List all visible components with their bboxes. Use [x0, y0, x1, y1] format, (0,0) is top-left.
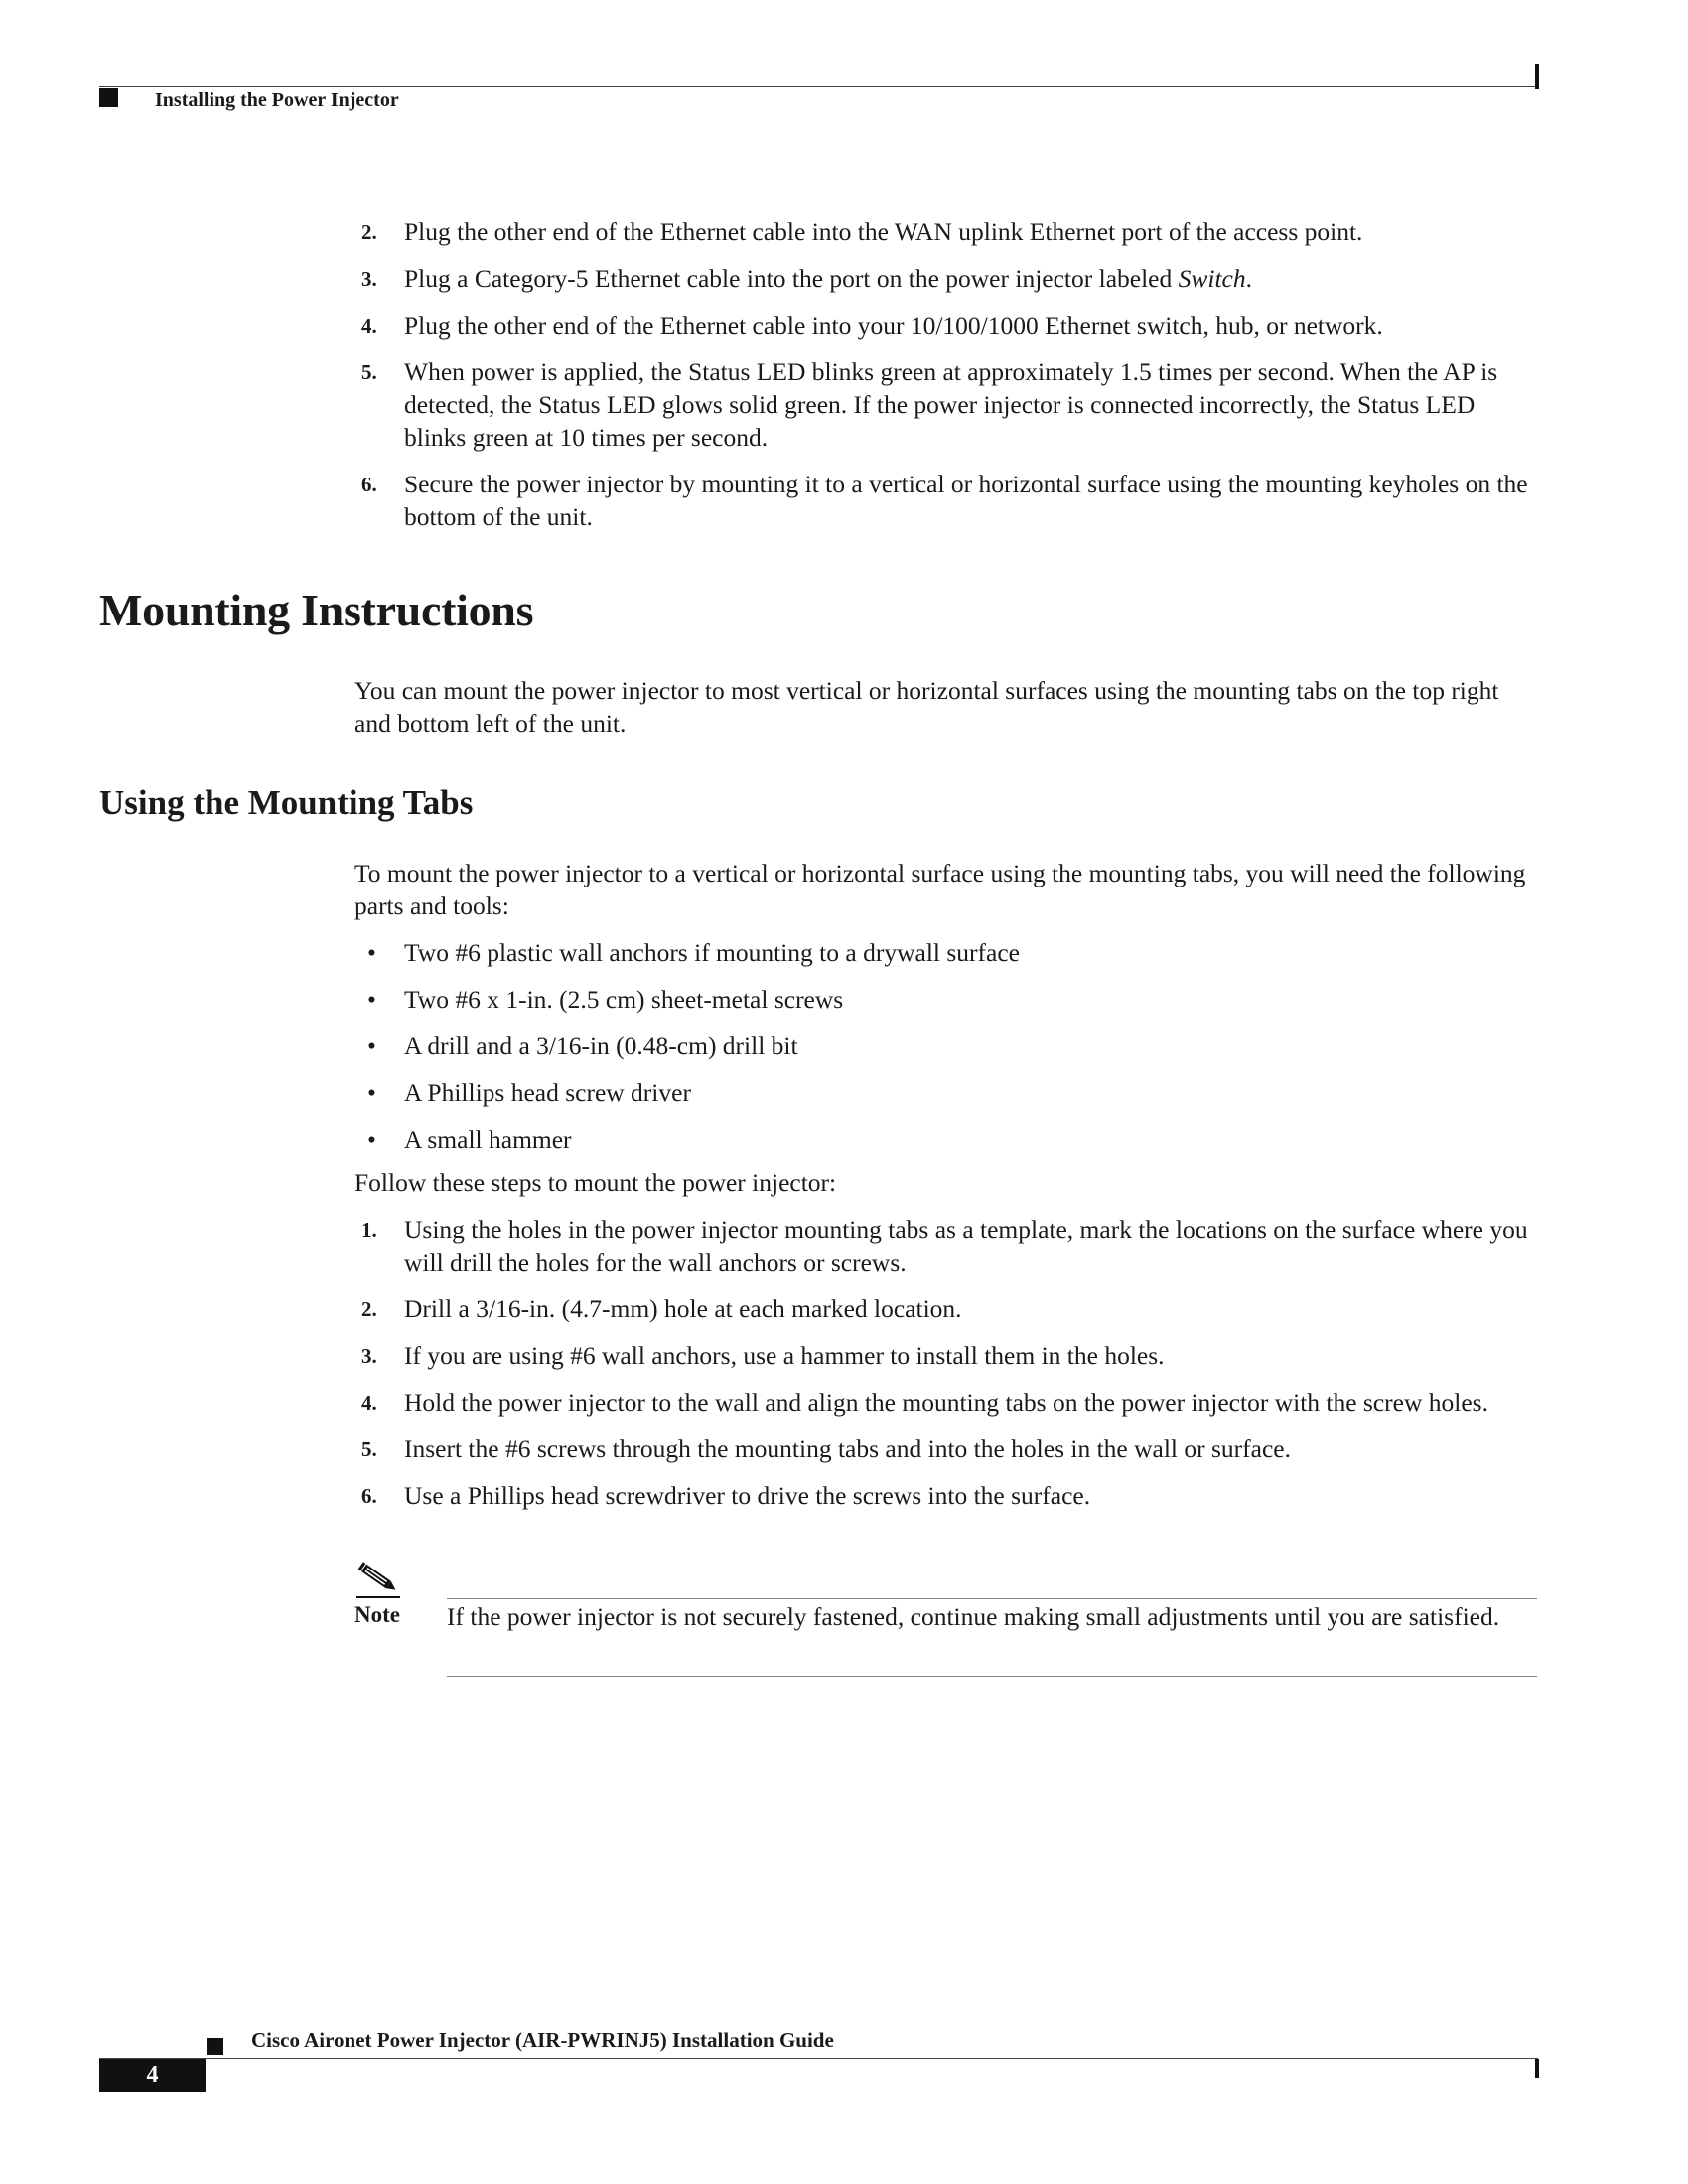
step-text: If you are using #6 wall anchors, use a hammer to install them in the holes.	[404, 1341, 1165, 1370]
step-text: Use a Phillips head screwdriver to drive the screws into the surface.	[404, 1481, 1091, 1510]
footer-tick-mark	[1535, 2059, 1539, 2078]
step-number: 3.	[361, 267, 377, 291]
step-number: 5.	[361, 360, 377, 384]
step-text: Plug a Category-5 Ethernet cable into the port on the power injector labeled	[404, 264, 1179, 293]
list-item	[354, 1339, 1541, 1372]
note-rule-top	[447, 1598, 1537, 1599]
switch-port-label: Switch	[1178, 264, 1246, 293]
bullet-marker: •	[367, 985, 376, 1014]
list-item	[354, 936, 1541, 969]
footer-rule	[99, 2058, 1538, 2059]
list-item	[354, 983, 1541, 1016]
step-number: 4.	[361, 314, 377, 338]
list-item	[354, 1076, 1541, 1109]
list-item	[354, 1123, 1541, 1156]
note-rule-bottom	[447, 1676, 1537, 1677]
step-number: 6.	[361, 473, 377, 496]
running-header-title: Installing the Power Injector	[155, 89, 399, 111]
list-item	[354, 1213, 1541, 1279]
step-number: 5.	[361, 1437, 377, 1461]
list-item	[354, 309, 1541, 341]
steps-intro-paragraph: Follow these steps to mount the power injector:	[354, 1168, 837, 1197]
list-item	[354, 215, 1541, 248]
step-text: Hold the power injector to the wall and align the mounting tabs on the power injector with the screw holes.	[404, 1388, 1488, 1417]
mounting-intro-paragraph: You can mount the power injector to most vertical or horizontal surfaces using the mounting tabs on the top right and bottom left of the unit.	[354, 676, 1499, 738]
bullet-marker: •	[367, 1031, 376, 1060]
step-text: Plug the other end of the Ethernet cable into the WAN uplink Ethernet port of the access point.	[404, 217, 1363, 246]
bullet-marker: •	[367, 1125, 376, 1154]
part-text: A Phillips head screw driver	[404, 1078, 691, 1107]
step-text: Insert the #6 screws through the mounting tabs and into the holes in the wall or surface.	[404, 1434, 1291, 1463]
step-text-end: .	[1245, 264, 1252, 293]
step-text: Drill a 3/16-in. (4.7-mm) hole at each marked location.	[404, 1295, 962, 1323]
list-item	[354, 1479, 1541, 1512]
note-text: If the power injector is not securely fastened, continue making small adjustments until you are satisfied.	[447, 1602, 1500, 1631]
step-number: 4.	[361, 1391, 377, 1415]
list-item	[354, 262, 1541, 295]
step-number: 1.	[361, 1218, 377, 1242]
pencil-icon	[354, 1561, 402, 1605]
part-text: A small hammer	[404, 1125, 572, 1154]
bullet-marker: •	[367, 938, 376, 967]
footer-guide-title: Cisco Aironet Power Injector (AIR-PWRINJ5) Installation Guide	[251, 2028, 834, 2052]
page-number: 4	[99, 2059, 206, 2092]
step-text: Secure the power injector by mounting it to a vertical or horizontal surface using the mounting keyholes on the bottom of the unit.	[404, 470, 1528, 531]
step-text: When power is applied, the Status LED blinks green at approximately 1.5 times per second. When the AP is detected, the Status LED glows solid green. If the power injector is connected incorrectly, the Status LED blinks green at 10 times per second.	[404, 357, 1498, 452]
header-tick-mark	[1535, 64, 1539, 89]
step-number: 3.	[361, 1344, 377, 1368]
part-text: Two #6 x 1-in. (2.5 cm) sheet-metal screws	[404, 985, 844, 1014]
tabs-intro-paragraph: To mount the power injector to a vertical or horizontal surface using the mounting tabs, you will need the following parts and tools:	[354, 859, 1526, 920]
list-item	[354, 1293, 1541, 1325]
step-number: 6.	[361, 1484, 377, 1508]
list-item	[354, 1029, 1541, 1062]
connect-steps-list	[354, 215, 1541, 547]
list-item	[354, 1386, 1541, 1419]
step-text: Plug the other end of the Ethernet cable into your 10/100/1000 Ethernet switch, hub, or network.	[404, 311, 1383, 340]
mounting-steps-list	[354, 1213, 1541, 1526]
header-rule	[99, 86, 1538, 87]
step-text: Using the holes in the power injector mounting tabs as a template, mark the locations on the surface where you will drill the holes for the wall anchors or screws.	[404, 1215, 1528, 1277]
step-number: 2.	[361, 220, 377, 244]
part-text: Two #6 plastic wall anchors if mounting to a drywall surface	[404, 938, 1020, 967]
list-item	[354, 468, 1541, 533]
parts-tools-list	[354, 936, 1541, 1169]
section-heading-mounting: Mounting Instructions	[99, 585, 534, 635]
bullet-marker: •	[367, 1078, 376, 1107]
list-item	[354, 1433, 1541, 1465]
note-label: Note	[354, 1602, 400, 1627]
footer-square-marker	[207, 2038, 223, 2055]
part-text: A drill and a 3/16-in (0.48-cm) drill bit	[404, 1031, 798, 1060]
header-square-marker	[99, 88, 118, 107]
step-number: 2.	[361, 1297, 377, 1321]
list-item	[354, 355, 1541, 454]
subsection-heading-mounting-tabs: Using the Mounting Tabs	[99, 783, 474, 822]
